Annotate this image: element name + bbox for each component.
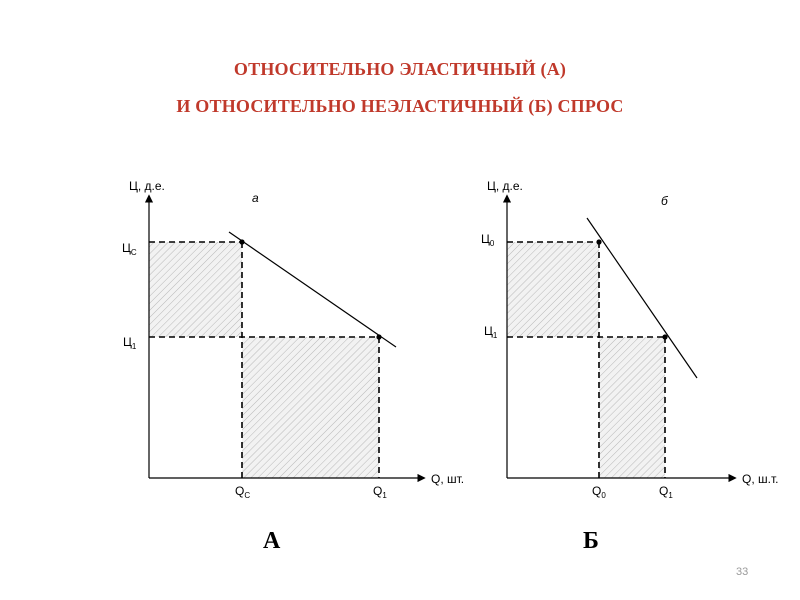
x-axis-label-a: Q, шт. <box>431 472 465 486</box>
qty-0-sub-b: 0 <box>601 491 606 500</box>
qty-1-label-a <box>373 484 387 500</box>
demand-point-b-0 <box>596 239 601 244</box>
price-0-sub-a: С <box>130 248 137 257</box>
price-1-base-b: Ц <box>484 324 493 338</box>
price-0-sub-b: 0 <box>489 239 495 248</box>
page-number: 33 <box>736 566 749 578</box>
area-b-quantity-loss <box>599 337 665 478</box>
price-1-sub-a: 1 <box>131 342 137 351</box>
panel-label-a: а <box>252 191 259 205</box>
price-1-base-a: Ц <box>123 335 132 349</box>
y-axis-label-b: Ц, д.е. <box>487 179 523 193</box>
qty-0-label-b <box>592 484 606 500</box>
diagram-b-caption: Б <box>583 528 599 554</box>
y-axis-label-a: Ц, д.е. <box>129 179 165 193</box>
diagram-a-caption: А <box>263 528 281 554</box>
slide-title-line-1: ОТНОСИТЕЛЬНО ЭЛАСТИЧНЫЙ (А) <box>233 59 567 79</box>
qty-0-label-a <box>235 484 250 500</box>
price-0-label-a <box>122 241 137 257</box>
diagram-b <box>481 179 778 500</box>
qty-0-base-b: Q <box>592 484 602 498</box>
qty-1-sub-a: 1 <box>382 491 387 500</box>
price-1-label-b <box>484 324 498 340</box>
qty-1-label-b <box>659 484 673 500</box>
slide-title-line-2: И ОТНОСИТЕЛЬНО НЕЭЛАСТИЧНЫЙ (Б) СПРОС <box>176 96 624 116</box>
demand-point-b-1 <box>662 334 667 339</box>
price-1-sub-b: 1 <box>492 331 498 340</box>
qty-1-base-b: Q <box>659 484 669 498</box>
x-axis-label-b: Q, ш.т. <box>742 472 779 486</box>
price-0-base-b: Ц <box>481 232 490 246</box>
price-0-base-a: Ц <box>122 241 131 255</box>
area-a-quantity-gain <box>242 337 379 478</box>
demand-point-a-0 <box>239 239 244 244</box>
qty-0-base-a: Q <box>235 484 245 498</box>
diagram-a <box>122 179 464 500</box>
demand-point-a-1 <box>376 334 381 339</box>
area-b-price-gain <box>507 242 599 337</box>
demand-line-a <box>229 232 396 347</box>
price-1-label-a <box>123 335 137 351</box>
qty-1-sub-b: 1 <box>668 491 673 500</box>
qty-1-base-a: Q <box>373 484 383 498</box>
area-a-price-loss <box>149 242 242 337</box>
qty-0-sub-a: С <box>244 491 251 500</box>
price-0-label-b <box>481 232 495 248</box>
panel-label-b: б <box>661 194 668 208</box>
